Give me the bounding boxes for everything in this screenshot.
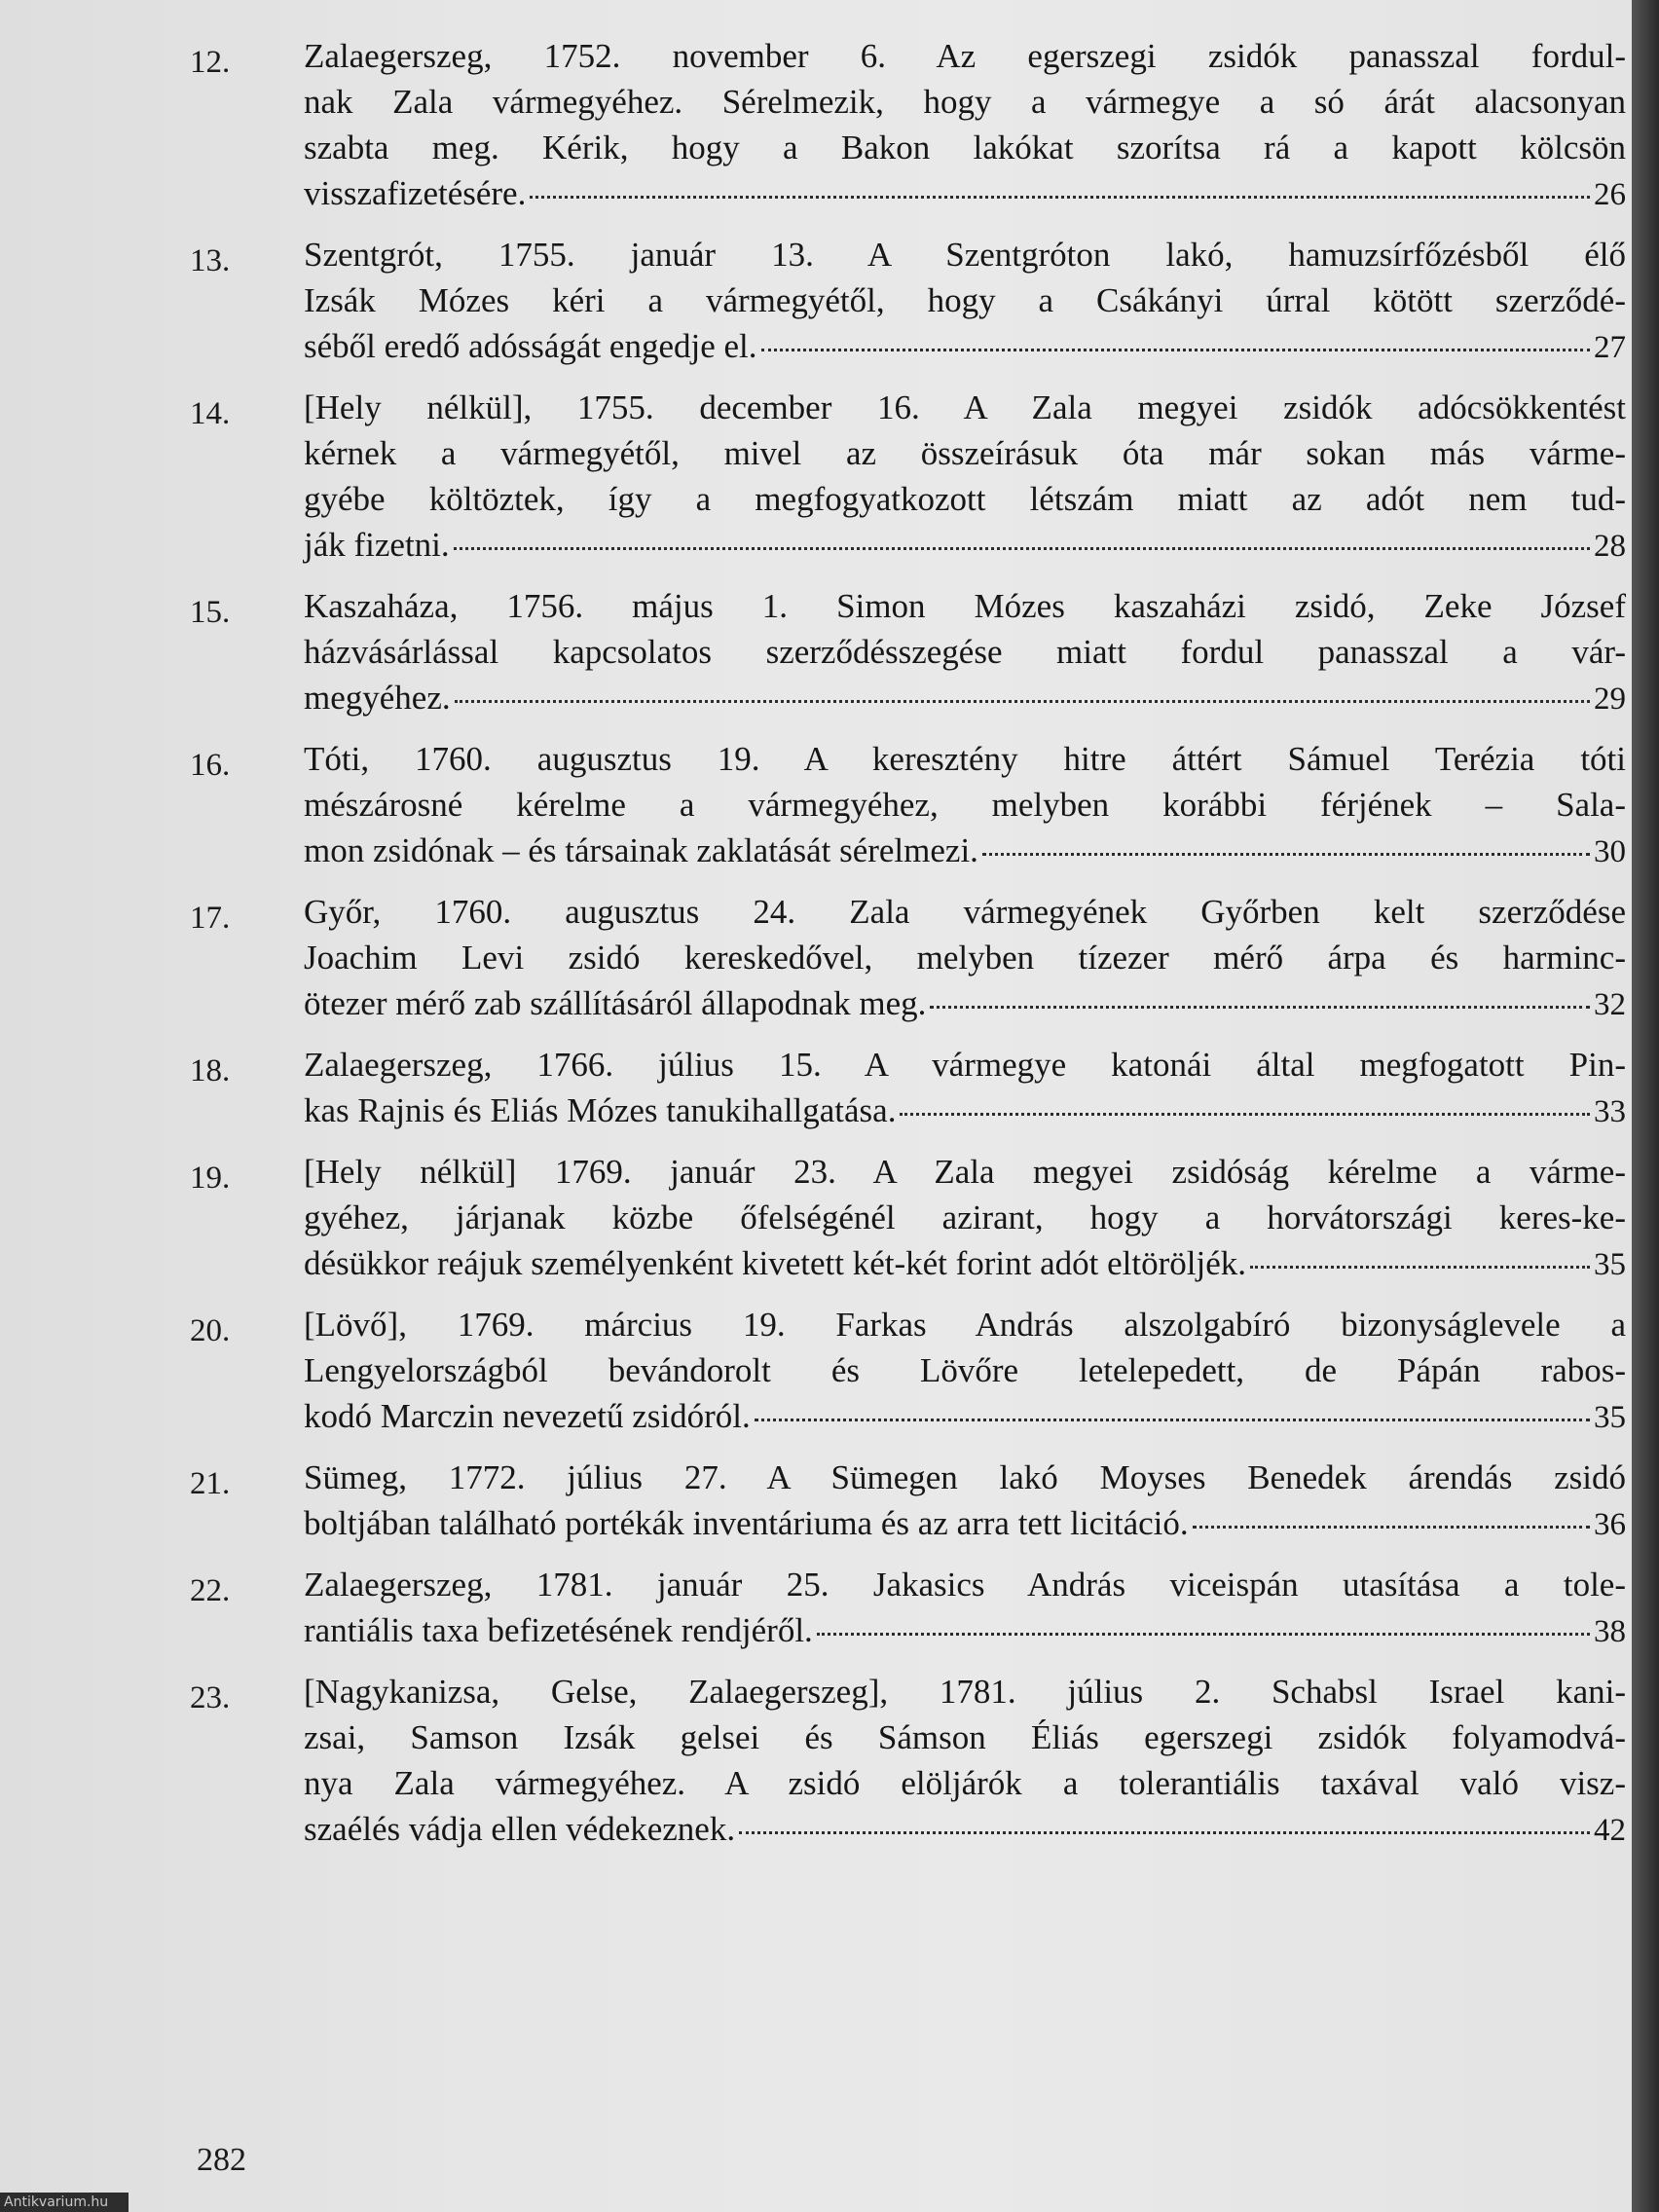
page-reference: 42 <box>1594 1813 1626 1848</box>
entry-description <box>304 1455 1626 1548</box>
entry-text-line: kodó Marczin nevezetű zsidóról. <box>304 1397 751 1435</box>
page-reference: 38 <box>1594 1614 1626 1649</box>
entry-number: 21. <box>190 1466 231 1501</box>
toc-entry <box>190 232 1631 371</box>
page-reference: 32 <box>1594 987 1626 1022</box>
entry-number: 15. <box>190 595 231 630</box>
entry-text-line: házvásárlással kapcsolatos szerződésszegése miatt fordul panasszal a vár- <box>304 633 1626 671</box>
entry-number: 22. <box>190 1573 231 1608</box>
entry-text-line: Zalaegerszeg, 1766. július 15. A vármegye katonái által megfogatott Pin- <box>304 1046 1626 1084</box>
entry-last-line <box>304 1240 1626 1288</box>
dot-leader <box>530 196 1590 199</box>
entry-text-line: Lengyelországból bevándorolt és Lövőre letelepedett, de Pápán rabos- <box>304 1351 1626 1389</box>
entry-text-line: séből eredő adósságát engedje el. <box>304 327 757 365</box>
toc-entry <box>190 1042 1631 1135</box>
entry-text-line: Izsák Mózes kéri a vármegyétől, hogy a Csákányi úrral kötött szerződé- <box>304 281 1626 319</box>
dot-leader <box>761 349 1590 351</box>
table-of-contents <box>190 33 1631 1867</box>
entry-description <box>304 1149 1626 1288</box>
entry-description <box>304 1302 1626 1441</box>
entry-number: 16. <box>190 748 231 783</box>
entry-description <box>304 1562 1626 1655</box>
entry-last-line <box>304 170 1626 218</box>
entry-number: 19. <box>190 1161 231 1196</box>
dot-leader <box>755 1419 1590 1421</box>
entry-text-line: megyéhez. <box>304 679 451 717</box>
entry-text-line: kérnek a vármegyétől, mivel az összeírásuk óta már sokan más várme- <box>304 434 1626 472</box>
entry-text-line: Joachim Levi zsidó kereskedővel, melyben tízezer mérő árpa és harminc- <box>304 939 1626 977</box>
entry-text-line: nak Zala vármegyéhez. Sérelmezik, hogy a vármegye a só árát alacsonyan <box>304 83 1626 121</box>
page-reference: 36 <box>1594 1507 1626 1542</box>
entry-text-line: [Hely nélkül], 1755. december 16. A Zala megyei zsidók adócsökkentést <box>304 388 1626 426</box>
entry-text-line: gyéhez, járjanak közbe őfelségénél azirant, hogy a horvátországi keres-ke- <box>304 1198 1626 1236</box>
entry-last-line <box>304 522 1626 570</box>
dot-leader <box>455 700 1590 703</box>
page-reference: 33 <box>1594 1094 1626 1129</box>
dot-leader <box>1193 1526 1590 1529</box>
entry-description <box>304 583 1626 722</box>
entry-number: 13. <box>190 243 231 278</box>
toc-entry <box>190 736 1631 875</box>
entry-last-line <box>304 1806 1626 1854</box>
entry-last-line <box>304 323 1626 371</box>
dot-leader <box>930 1006 1590 1009</box>
entry-last-line <box>304 828 1626 875</box>
entry-text-line: Szentgrót, 1755. január 13. A Szentgróton lakó, hamuzsírfőzésből élő <box>304 236 1626 274</box>
page-reference: 26 <box>1594 177 1626 212</box>
entry-text-line: Kaszaháza, 1756. május 1. Simon Mózes kaszaházi zsidó, Zeke József <box>304 587 1626 625</box>
page-reference: 35 <box>1594 1247 1626 1282</box>
entry-number: 17. <box>190 901 231 936</box>
entry-number: 20. <box>190 1313 231 1348</box>
entry-last-line <box>304 675 1626 722</box>
page-reference: 35 <box>1594 1400 1626 1435</box>
page-reference: 27 <box>1594 330 1626 365</box>
entry-text-line: zsai, Samson Izsák gelsei és Sámson Éliás egerszegi zsidók folyamodvá- <box>304 1718 1626 1756</box>
page-reference: 28 <box>1594 529 1626 564</box>
entry-number: 23. <box>190 1680 231 1715</box>
toc-entry <box>190 583 1631 722</box>
entry-number: 12. <box>190 45 231 80</box>
entry-text-line: gyébe költöztek, így a megfogyatkozott létszám miatt az adót nem tud- <box>304 480 1626 518</box>
entry-description <box>304 385 1626 570</box>
entry-description <box>304 232 1626 371</box>
toc-entry <box>190 1455 1631 1548</box>
entry-text-line: visszafizetésére. <box>304 174 527 212</box>
entry-description <box>304 1669 1626 1854</box>
entry-description <box>304 33 1626 218</box>
page-edge-shadow <box>1632 0 1659 2212</box>
toc-entry <box>190 1669 1631 1854</box>
entry-text-line: kas Rajnis és Eliás Mózes tanukihallgatása. <box>304 1091 897 1129</box>
dot-leader <box>739 1831 1590 1834</box>
entry-last-line <box>304 1088 1626 1135</box>
entry-last-line <box>304 980 1626 1028</box>
entry-last-line <box>304 1607 1626 1655</box>
toc-entry <box>190 1562 1631 1655</box>
toc-entry <box>190 889 1631 1028</box>
entry-text-line: ják fizetni. <box>304 526 450 564</box>
entry-number: 18. <box>190 1053 231 1088</box>
dot-leader <box>900 1113 1590 1116</box>
entry-text-line: mon zsidónak – és társainak zaklatását sérelmezi. <box>304 831 978 869</box>
entry-description <box>304 736 1626 875</box>
entry-text-line: szabta meg. Kérik, hogy a Bakon lakókat szorítsa rá a kapott kölcsön <box>304 129 1626 166</box>
toc-entry <box>190 1302 1631 1441</box>
entry-last-line <box>304 1500 1626 1548</box>
toc-entry <box>190 385 1631 570</box>
entry-text-line: szaélés vádja ellen védekeznek. <box>304 1810 736 1848</box>
entry-text-line: Sümeg, 1772. július 27. A Sümegen lakó Moyses Benedek árendás zsidó <box>304 1458 1626 1496</box>
entry-text-line: Tóti, 1760. augusztus 19. A keresztény hitre áttért Sámuel Terézia tóti <box>304 740 1626 778</box>
page-reference: 30 <box>1594 834 1626 869</box>
page-number: 282 <box>197 2142 246 2178</box>
entry-description <box>304 889 1626 1028</box>
entry-text-line: ötezer mérő zab szállításáról állapodnak meg. <box>304 984 927 1022</box>
dot-leader <box>454 547 1590 550</box>
entry-text-line: [Nagykanizsa, Gelse, Zalaegerszeg], 1781. július 2. Schabsl Israel kani- <box>304 1673 1626 1711</box>
entry-text-line: [Hely nélkül] 1769. január 23. A Zala megyei zsidóság kérelme a várme- <box>304 1153 1626 1191</box>
entry-text-line: mészárosné kérelme a vármegyéhez, melyben korábbi férjének – Sala- <box>304 786 1626 824</box>
entry-text-line: nya Zala vármegyéhez. A zsidó elöljárók a tolerantiális taxával való visz- <box>304 1764 1626 1802</box>
entry-text-line: Zalaegerszeg, 1752. november 6. Az egerszegi zsidók panasszal fordul- <box>304 37 1626 75</box>
watermark: Antikvarium.hu <box>0 2193 129 2212</box>
dot-leader <box>982 853 1590 856</box>
entry-text-line: désükkor reájuk személyenként kivetett két-két forint adót eltöröljék. <box>304 1244 1247 1282</box>
entry-last-line <box>304 1393 1626 1441</box>
entry-text-line: Zalaegerszeg, 1781. január 25. Jakasics András viceispán utasítása a tole- <box>304 1566 1626 1604</box>
entry-description <box>304 1042 1626 1135</box>
entry-text-line: Győr, 1760. augusztus 24. Zala vármegyének Győrben kelt szerződése <box>304 893 1626 931</box>
dot-leader <box>817 1633 1590 1636</box>
entry-text-line: [Lövő], 1769. március 19. Farkas András alszolgabíró bizonyságlevele a <box>304 1306 1626 1344</box>
dot-leader <box>1250 1266 1590 1269</box>
entry-text-line: rantiális taxa befizetésének rendjéről. <box>304 1611 813 1649</box>
toc-entry <box>190 33 1631 218</box>
entry-number: 14. <box>190 396 231 431</box>
entry-text-line: boltjában található portékák inventáriuma és az arra tett licitáció. <box>304 1504 1189 1542</box>
toc-entry <box>190 1149 1631 1288</box>
page-reference: 29 <box>1594 682 1626 717</box>
